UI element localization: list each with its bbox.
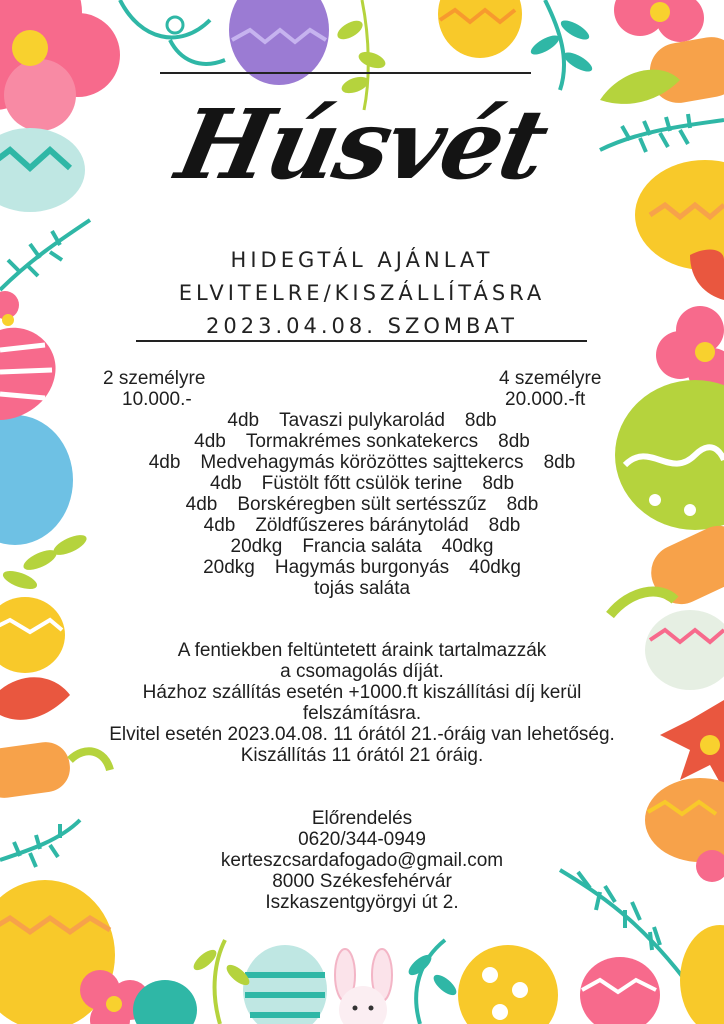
info-line: Házhoz szállítás esetén +1000.ft kiszállítási díj kerül [142, 682, 582, 703]
subtitle-line-3: 2023.04.08. SZOMBAT [206, 314, 518, 338]
info-line: Elvitel esetén 2023.04.08. 11 órától 21.-óráig van lehetőség. [109, 724, 615, 745]
info-line: Kiszállítás 11 órától 21 óráig. [240, 745, 484, 766]
item-name: Zöldfűszeres báránytolád [255, 515, 469, 536]
left-column-price: 10.000.- [122, 389, 192, 410]
address-street: Iszkaszentgyörgyi út 2. [265, 892, 459, 913]
quantity-2: 4db [148, 452, 181, 473]
quantity-2: 4db [227, 410, 260, 431]
menu-item [0, 536, 724, 557]
menu-item [0, 473, 724, 494]
item-name: Tavaszi pulykarolád [279, 410, 445, 431]
quantity-4: 8db [488, 515, 521, 536]
info-line: A fentiekben feltüntetett áraink tartalmazzák [177, 640, 547, 661]
top-divider [160, 72, 531, 74]
menu-item [0, 494, 724, 515]
preorder-label: Előrendelés [311, 808, 413, 829]
menu-item [0, 410, 724, 431]
email-address: kerteszcsardafogado@gmail.com [220, 850, 504, 871]
menu-item [0, 557, 724, 578]
quantity-2: 4db [209, 473, 242, 494]
quantity-4: 8db [464, 410, 497, 431]
quantity-4: 8db [543, 452, 576, 473]
quantity-2: 20dkg [203, 557, 255, 578]
quantity-4: 40dkg [469, 557, 521, 578]
quantity-4: 40dkg [441, 536, 494, 557]
item-name: Füstölt főtt csülök terine [261, 473, 463, 494]
quantity-2: 4db [194, 431, 226, 452]
item-name: Hagymás burgonyás [274, 557, 450, 578]
quantity-4: 8db [506, 494, 539, 515]
right-column-price: 20.000.-ft [505, 389, 586, 410]
subtitle-line-2: ELVITELRE/KISZÁLLÍTÁSRA [178, 281, 546, 305]
info-line: felszámításra. [302, 703, 422, 724]
item-name: Francia saláta [302, 536, 422, 557]
left-column-heading: 2 személyre [103, 368, 206, 389]
page-title: Húsvét [168, 88, 556, 201]
item-name: Medvehagymás körözöttes sajttekercs [200, 452, 524, 473]
menu-item-extra: tojás saláta [313, 578, 411, 599]
item-name: Tormakrémes sonkatekercs [245, 431, 479, 452]
right-column-heading: 4 személyre [499, 368, 602, 389]
address-city: 8000 Székesfehérvár [272, 871, 452, 892]
item-name: Borskéregben sült sertésszűz [237, 494, 487, 515]
menu-item [0, 515, 724, 536]
phone-number: 0620/344-0949 [298, 829, 426, 850]
subtitle-line-1: HIDEGTÁL AJÁNLAT [230, 248, 494, 272]
quantity-2: 4db [185, 494, 218, 515]
quantity-2: 20dkg [230, 536, 283, 557]
quantity-2: 4db [203, 515, 236, 536]
menu-item [0, 431, 724, 452]
bottom-divider [136, 340, 587, 342]
info-line: a csomagolás díját. [280, 661, 444, 682]
quantity-4: 8db [498, 431, 530, 452]
quantity-4: 8db [482, 473, 515, 494]
menu-item [0, 452, 724, 473]
